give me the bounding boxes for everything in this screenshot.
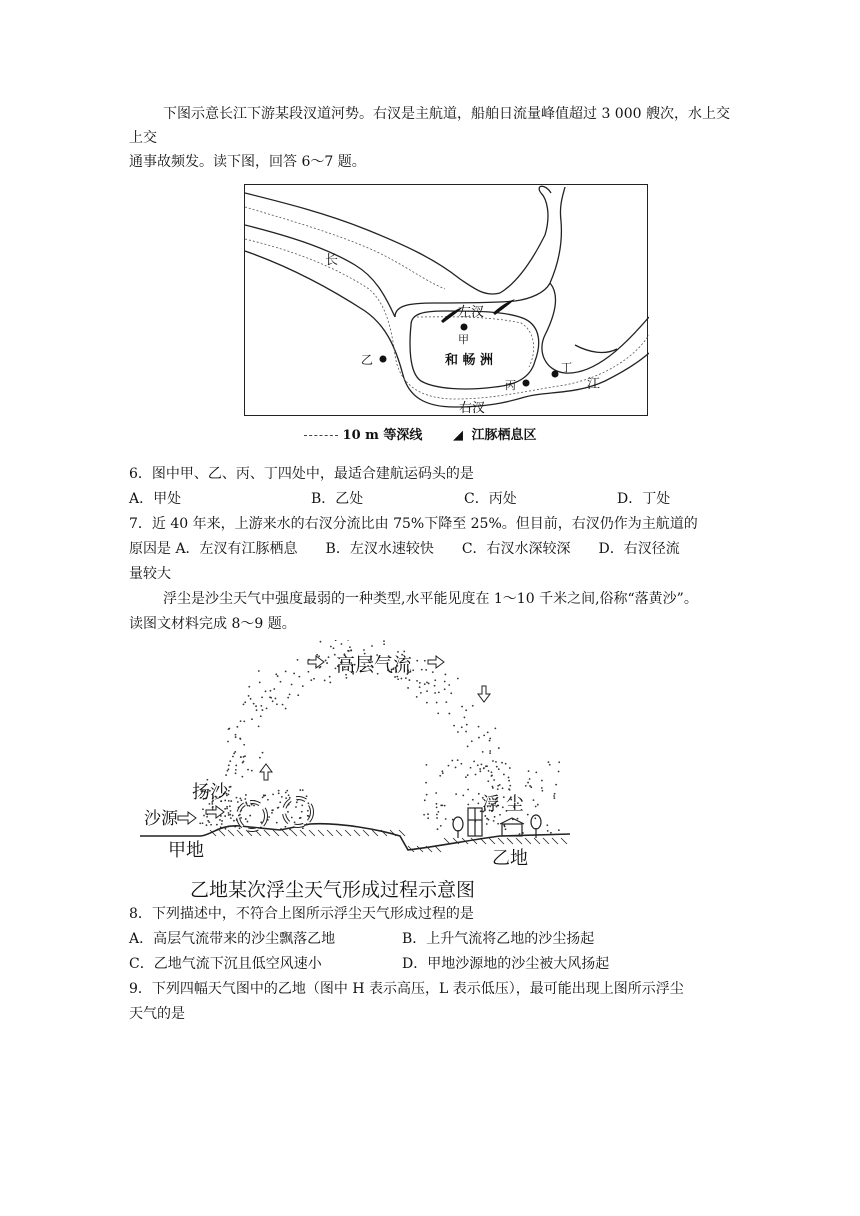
dolphin-icon: ◢ <box>452 428 463 443</box>
label-yi: 乙 <box>361 353 374 367</box>
label-shayuan: 沙源 <box>144 809 178 829</box>
up-arrow <box>260 764 272 780</box>
point-jia <box>461 324 468 331</box>
legend-line-symbol <box>304 435 338 436</box>
point-ding <box>552 371 559 378</box>
river-map <box>244 184 648 416</box>
label-jiang: 江 <box>587 377 601 392</box>
q7-line-1: 7．近 40 年来，上游来水的右汊分流比由 75%下降至 25%。但目前，右汊仍作为主航道的 <box>129 516 698 532</box>
q6-stem: 6．图中甲、乙、丙、丁四处中，最适合建航运码头的是 <box>129 466 474 482</box>
label-island: 和 畅 洲 <box>445 353 494 368</box>
label-youcha: 右汊 <box>459 401 486 416</box>
label-chang: 长 <box>325 253 339 268</box>
high-flow-arrow-right <box>428 656 444 668</box>
east-bank-north <box>542 283 649 373</box>
legend-line-text: 10 m 等深线 <box>342 428 423 443</box>
tributary-west <box>500 193 548 293</box>
intro-line-3: 浮尘是沙尘天气中强度最弱的一种类型,水平能见度在 1～10 千米之间,俗称“落黄沙”。 <box>163 591 698 607</box>
tree-icon <box>531 815 541 829</box>
legend-dolphin-text: 江豚栖息区 <box>471 428 537 443</box>
isobath-1 <box>245 207 445 289</box>
intro-line-1: 下图示意长江下游某段汊道河势。右汊是主航道，船舶日流量峰值超过 3 000 艘次，水上交 <box>163 106 730 122</box>
intro-line-2: 通事故频发。读下图，回答 6～7 题。 <box>129 154 366 170</box>
label-jiadi: 甲地 <box>168 840 204 861</box>
q9-line-1: 9．下列四幅天气图中的乙地（图中 H 表示高压，L 表示低压），最可能出现上图所示浮尘 <box>129 981 684 997</box>
down-arrow <box>478 686 490 702</box>
north-bank-lower <box>245 225 395 317</box>
south-bank <box>245 251 525 407</box>
label-fuchen: 浮 尘 <box>482 794 524 815</box>
label-yangsha: 扬沙 <box>192 782 228 803</box>
q7-line-2: 原因是 A．左汊有江豚栖息 B．左汊水速较快 C．右汊水深较深 D．右汊径流 <box>129 541 680 557</box>
label-zuocha: 左汊 <box>458 305 485 320</box>
q8-option-c: C．乙地气流下沉且低空风速小 <box>129 956 322 972</box>
q6-option-d: D．丁处 <box>617 491 671 507</box>
q6-option-c: C．丙处 <box>464 491 517 507</box>
intro-line-4: 读图文材料完成 8～9 题。 <box>129 616 296 632</box>
high-flow-arrow-left <box>308 656 324 668</box>
tributary-tip <box>539 186 551 193</box>
label-jia: 甲 <box>458 333 469 346</box>
q6-option-b: B．乙处 <box>311 491 364 507</box>
q8-option-d: D．甲地沙源地的沙尘被大风扬起 <box>402 956 610 972</box>
point-bing <box>523 380 530 387</box>
q6-option-a: A．甲处 <box>129 491 182 507</box>
label-bing: 丙 <box>505 379 516 392</box>
point-yi <box>380 356 387 363</box>
map-legend <box>304 424 537 443</box>
dust-diagram <box>140 640 580 870</box>
q8-option-a: A．高层气流带来的沙尘飘落乙地 <box>129 931 336 947</box>
q8-stem: 8．下列描述中，不符合上图所示浮尘天气形成过程的是 <box>129 906 474 922</box>
label-high-flow: 高层气流 <box>336 654 413 676</box>
dust-caption: 乙地某次浮尘天气形成过程示意图 <box>190 879 476 901</box>
tributary-east <box>550 187 565 283</box>
ding-bank <box>575 345 617 352</box>
q7-line-3: 量较大 <box>129 566 171 582</box>
q9-line-2: 天气的是 <box>129 1006 185 1022</box>
wind-arrow-2 <box>178 812 196 824</box>
intro-line-1-wrap: 上交 <box>129 130 157 146</box>
label-ding: 丁 <box>561 361 572 374</box>
q8-option-b: B．上升气流将乙地的沙尘扬起 <box>402 931 595 947</box>
label-yidi: 乙地 <box>492 848 528 869</box>
tree-icon <box>453 817 463 831</box>
